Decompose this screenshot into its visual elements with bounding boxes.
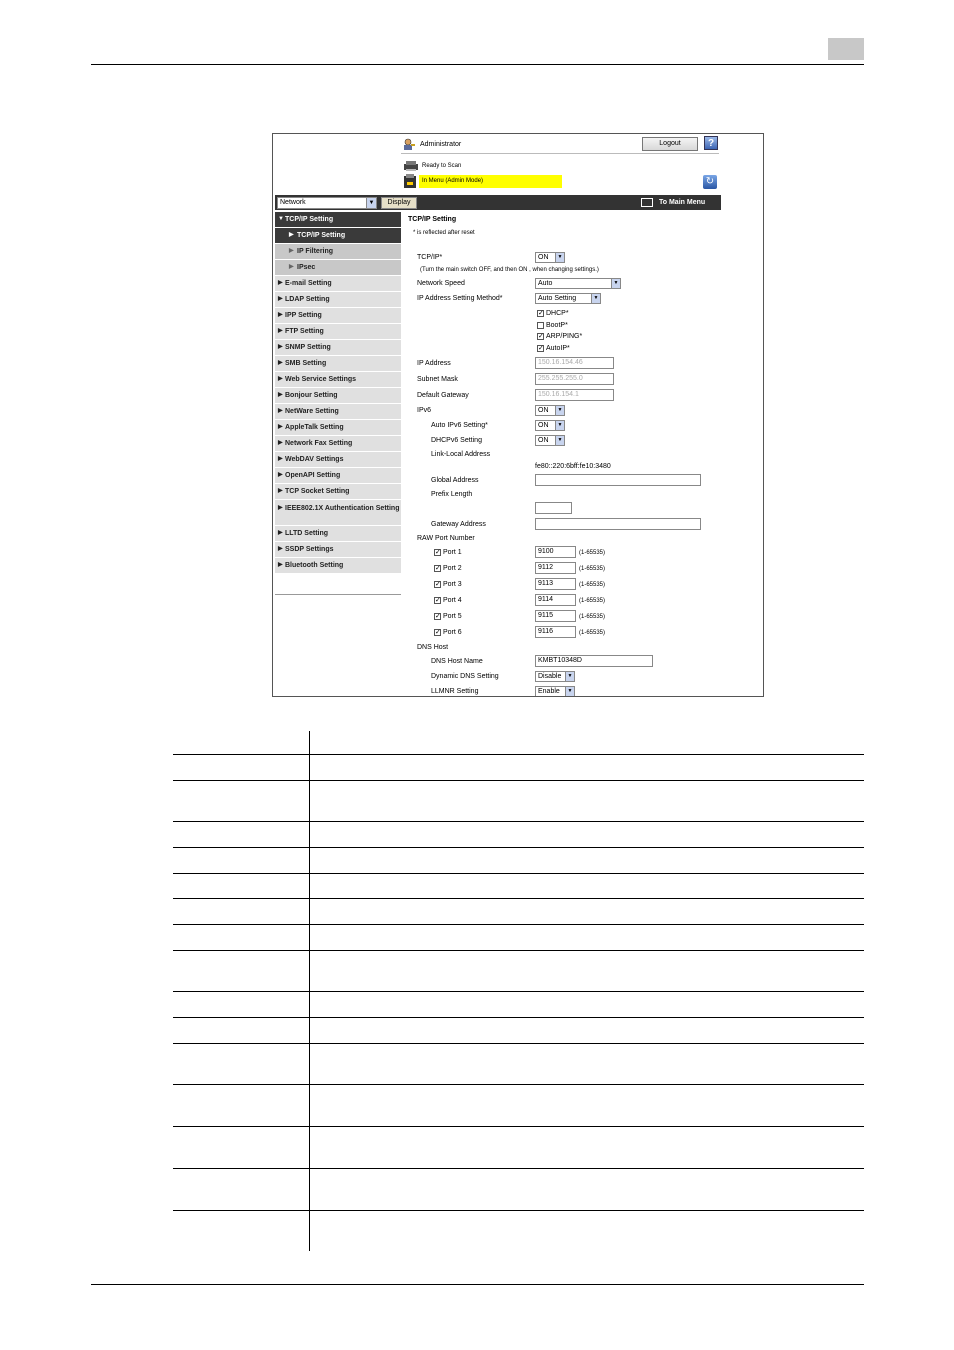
user-key-icon (403, 138, 415, 150)
triangle-right-icon: ▶ (289, 264, 294, 270)
sidebar-item-ssdp[interactable] (275, 542, 401, 558)
table-row-line (173, 821, 864, 822)
bootp-checkbox[interactable] (537, 322, 544, 329)
sidebar-item-label: TCP/IP Setting (285, 216, 334, 223)
triangle-right-icon: ▶ (278, 360, 283, 366)
auto-ipv6-label: Auto IPv6 Setting* (431, 422, 488, 429)
dhcp-checkbox[interactable]: ✓ (538, 310, 544, 317)
help-icon[interactable]: ? (704, 136, 718, 150)
autoip-label: AutoIP* (546, 345, 570, 352)
chevron-down-icon: ▼ (555, 406, 564, 415)
llmnr-select[interactable] (535, 686, 575, 697)
table-row-line (173, 1017, 864, 1018)
arp-ping-label: ARP/PING* (546, 333, 583, 340)
link-local-value: fe80::220:6bff:fe10:3480 (535, 463, 611, 470)
auto-ipv6-value: ON (538, 422, 549, 429)
port-1-range: (1-65535) (579, 550, 606, 556)
sidebar-item-webdav[interactable] (275, 452, 401, 468)
triangle-right-icon: ▶ (278, 546, 283, 552)
sidebar-item-label: IP Filtering (297, 248, 334, 255)
sidebar-item-label: LLTD Setting (285, 530, 329, 537)
sidebar-item-label: TCP/IP Setting (297, 232, 346, 239)
table-row-line (173, 1168, 864, 1169)
table-row-line (173, 991, 864, 992)
chevron-down-icon: ▼ (555, 421, 564, 430)
chevron-down-icon: ▼ (555, 436, 564, 445)
ddns-value: Disable (538, 673, 562, 680)
subnet-mask-label: Subnet Mask (417, 376, 458, 383)
admin-label: Administrator (420, 141, 462, 148)
port-5-checkbox[interactable]: ✓ (435, 613, 441, 620)
sidebar-item-label: Network Fax Setting (285, 440, 353, 447)
sidebar-item-email[interactable] (275, 276, 401, 292)
ip-method-select[interactable] (535, 293, 601, 304)
port-4-range: (1-65535) (579, 598, 606, 604)
autoip-checkbox[interactable]: ✓ (538, 345, 544, 352)
tcpip-select[interactable] (535, 252, 565, 263)
footer-rule (91, 1284, 864, 1285)
dns-host-label: DNS Host (417, 644, 449, 651)
dns-host-name-label: DNS Host Name (431, 658, 483, 665)
triangle-right-icon: ▶ (278, 440, 283, 446)
dhcpv6-select[interactable] (535, 435, 565, 446)
sidebar-subitem-ipsec[interactable] (275, 260, 401, 276)
status-ready: Ready to Scan (422, 163, 462, 169)
sidebar-item-label: OpenAPI Setting (285, 472, 341, 479)
triangle-right-icon: ▶ (278, 408, 283, 414)
triangle-right-icon: ▶ (289, 232, 294, 238)
sidebar-item-label: Web Service Settings (285, 376, 357, 383)
display-button[interactable]: Display (381, 197, 417, 209)
triangle-right-icon: ▶ (278, 280, 283, 286)
page-number-box (828, 38, 864, 60)
ddns-label: Dynamic DNS Setting (431, 673, 499, 680)
tcpip-hint: (Turn the main switch OFF, and then ON , when changing settings.) (420, 267, 599, 273)
sidebar-item-label: AppleTalk Setting (285, 424, 344, 431)
port-1-field[interactable]: 9100 (535, 546, 576, 558)
dhcp-label: DHCP* (546, 310, 569, 317)
sidebar-item-label: Bluetooth Setting (285, 562, 344, 569)
table-row-line (173, 780, 864, 781)
sidebar-item-label: LDAP Setting (285, 296, 330, 303)
triangle-right-icon: ▶ (278, 488, 283, 494)
port-1-label: Port 1 (443, 549, 462, 556)
status-mode: In Menu (Admin Mode) (422, 178, 484, 184)
triangle-right-icon: ▶ (289, 248, 294, 254)
sidebar-item-network-fax[interactable] (275, 436, 401, 452)
chevron-down-icon: ▼ (555, 253, 564, 262)
port-2-checkbox[interactable]: ✓ (435, 565, 441, 572)
scanner-icon (403, 160, 419, 172)
triangle-right-icon: ▶ (278, 530, 283, 536)
port-3-range: (1-65535) (579, 582, 606, 588)
sidebar-item-bonjour[interactable] (275, 388, 401, 404)
dhcpv6-label: DHCPv6 Setting (431, 437, 482, 444)
gateway-address-field[interactable] (535, 518, 701, 530)
to-main-menu-link[interactable] (641, 197, 719, 209)
tcpip-select-value: ON (538, 254, 549, 261)
sidebar-item-label: FTP Setting (285, 328, 324, 335)
table-row-line (173, 873, 864, 874)
menu-icon (641, 198, 653, 207)
subnet-mask-field[interactable]: 255.255.255.0 (535, 373, 614, 385)
raw-port-label: RAW Port Number (417, 535, 475, 542)
auto-ipv6-select[interactable] (535, 420, 565, 431)
triangle-right-icon: ▶ (278, 328, 283, 334)
table-row-line (173, 1043, 864, 1044)
triangle-right-icon: ▶ (278, 376, 283, 382)
table-row-line (173, 950, 864, 951)
port-5-range: (1-65535) (579, 614, 606, 620)
sidebar-item-label: SSDP Settings (285, 546, 334, 553)
link-local-label: Link-Local Address (431, 451, 491, 458)
triangle-right-icon: ▶ (278, 456, 283, 462)
ipv6-label: IPv6 (417, 407, 432, 414)
ipv6-value: ON (538, 407, 549, 414)
refresh-icon[interactable]: ↻ (703, 175, 717, 189)
chevron-down-icon: ▼ (565, 687, 574, 696)
triangle-right-icon: ▶ (278, 312, 283, 318)
sidebar-item-label: IEEE802.1X Authentication Setting (285, 505, 400, 512)
sidebar-item-ieee8021x[interactable] (275, 500, 401, 526)
sidebar-item-netware[interactable] (275, 404, 401, 420)
port-4-label: Port 4 (443, 597, 462, 604)
table-row-line (173, 1084, 864, 1085)
default-gateway-field[interactable]: 150.16.154.1 (535, 389, 614, 401)
arp-ping-checkbox[interactable]: ✓ (538, 333, 544, 340)
header-divider (401, 153, 719, 154)
port-2-range: (1-65535) (579, 566, 606, 572)
triangle-right-icon: ▶ (278, 296, 283, 302)
sidebar-item-label: IPP Setting (285, 312, 322, 319)
category-select-value: Network (280, 199, 306, 206)
sidebar (275, 212, 401, 574)
port-2-label: Port 2 (443, 565, 462, 572)
ip-address-field[interactable]: 150.16.154.46 (535, 357, 614, 369)
port-3-field[interactable]: 9113 (535, 578, 576, 590)
ddns-select[interactable] (535, 671, 575, 682)
sidebar-item-web-service[interactable] (275, 372, 401, 388)
ip-method-label: IP Address Setting Method* (417, 295, 503, 302)
prefix-length-label: Prefix Length (431, 491, 473, 498)
to-main-label: To Main Menu (659, 199, 706, 206)
triangle-right-icon: ▶ (278, 424, 283, 430)
sidebar-item-ldap[interactable] (275, 292, 401, 308)
default-gateway-label: Default Gateway (417, 392, 469, 399)
table-row-line (173, 1126, 864, 1127)
sidebar-item-label: NetWare Setting (285, 408, 339, 415)
sidebar-item-tcp-socket[interactable] (275, 484, 401, 500)
sidebar-item-lltd[interactable] (275, 526, 401, 542)
port-6-field[interactable]: 9116 (535, 626, 576, 638)
chevron-down-icon: ▼ (565, 672, 574, 681)
gateway-address-label: Gateway Address (431, 521, 486, 528)
sidebar-item-smb[interactable] (275, 356, 401, 372)
page-title: TCP/IP Setting (408, 216, 457, 223)
printer-icon (403, 174, 417, 189)
sidebar-item-label: Bonjour Setting (285, 392, 338, 399)
port-6-range: (1-65535) (579, 630, 606, 636)
sidebar-subitem-tcpip-setting[interactable] (275, 228, 401, 244)
sidebar-item-appletalk[interactable] (275, 420, 401, 436)
web-ui-screenshot (272, 133, 764, 697)
network-speed-value: Auto (538, 280, 553, 287)
sidebar-item-snmp[interactable] (275, 340, 401, 356)
sidebar-item-label: SMB Setting (285, 360, 327, 367)
port-4-field[interactable]: 9114 (535, 594, 576, 606)
sidebar-item-tcpip-setting[interactable] (275, 212, 401, 228)
port-6-checkbox[interactable]: ✓ (435, 629, 441, 636)
header-rule (91, 64, 864, 65)
table-row-line (173, 754, 864, 755)
llmnr-label: LLMNR Setting (431, 688, 479, 695)
triangle-right-icon: ▶ (278, 472, 283, 478)
triangle-right-icon: ▶ (278, 392, 283, 398)
sidebar-subitem-ip-filtering[interactable] (275, 244, 401, 260)
logout-button[interactable]: Logout (642, 137, 698, 151)
port-6-label: Port 6 (443, 629, 462, 636)
port-5-field[interactable]: 9115 (535, 610, 576, 622)
reset-note: * is reflected after reset (413, 230, 475, 236)
network-speed-label: Network Speed (417, 280, 465, 287)
sidebar-item-bluetooth[interactable] (275, 558, 401, 574)
sidebar-item-label: E-mail Setting (285, 280, 332, 287)
bootp-label: BootP* (546, 322, 568, 329)
tcpip-label: TCP/IP* (417, 254, 443, 261)
table-row-line (173, 847, 864, 848)
dhcpv6-value: ON (538, 437, 549, 444)
ipv6-select[interactable] (535, 405, 565, 416)
triangle-down-icon: ▼ (278, 216, 284, 222)
sidebar-item-ipp[interactable] (275, 308, 401, 324)
global-address-label: Global Address (431, 477, 479, 484)
triangle-right-icon: ▶ (278, 344, 283, 350)
port-3-label: Port 3 (443, 581, 462, 588)
sidebar-item-openapi[interactable] (275, 468, 401, 484)
chevron-down-icon: ▼ (366, 198, 376, 208)
sidebar-item-ftp[interactable] (275, 324, 401, 340)
ip-method-value: Auto Setting (538, 295, 577, 302)
chevron-down-icon: ▼ (611, 279, 620, 288)
port-4-checkbox[interactable]: ✓ (435, 597, 441, 604)
port-5-label: Port 5 (443, 613, 462, 620)
ip-address-label: IP Address (417, 360, 451, 367)
llmnr-value: Enable (538, 688, 560, 695)
dns-host-name-field[interactable]: KMBT10348D (535, 655, 653, 667)
sidebar-item-label: TCP Socket Setting (285, 488, 350, 495)
port-3-checkbox[interactable]: ✓ (435, 581, 441, 588)
sidebar-item-label: SNMP Setting (285, 344, 331, 351)
sidebar-divider (275, 594, 401, 595)
table-row-line (173, 1210, 864, 1211)
prefix-length-field[interactable] (535, 502, 572, 514)
triangle-right-icon: ▶ (278, 562, 283, 568)
chevron-down-icon: ▼ (591, 294, 600, 303)
global-address-field[interactable] (535, 474, 701, 486)
port-2-field[interactable]: 9112 (535, 562, 576, 574)
table-row-line (173, 924, 864, 925)
table-row-line (173, 898, 864, 899)
category-select[interactable] (277, 197, 377, 209)
network-speed-select[interactable] (535, 278, 621, 289)
triangle-right-icon: ▶ (278, 505, 283, 511)
port-1-checkbox[interactable]: ✓ (435, 549, 441, 556)
sidebar-item-label: WebDAV Settings (285, 456, 344, 463)
sidebar-item-label: IPsec (297, 264, 316, 271)
